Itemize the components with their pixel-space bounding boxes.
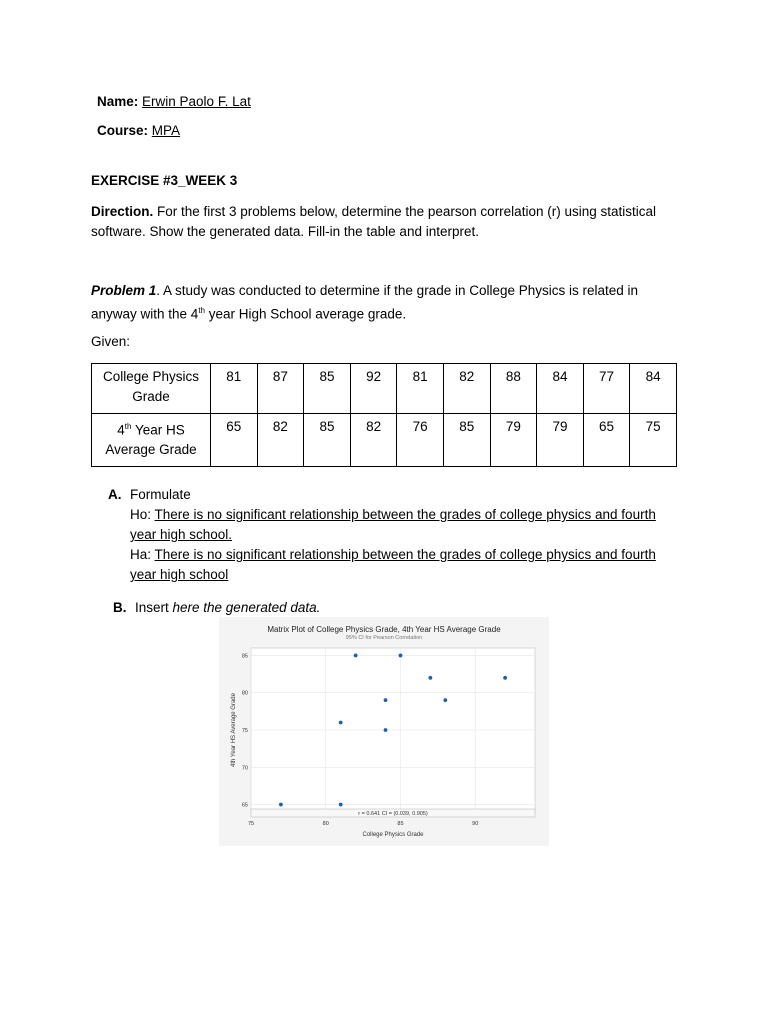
table-row-physics: [92, 364, 677, 414]
chart-title: Matrix Plot of College Physics Grade, 4th Year HS Average Grade: [267, 625, 501, 634]
direction-text-2: software. Show the generated data. Fill-in the table and interpret.: [91, 224, 479, 239]
y-tick-label: 65: [241, 802, 248, 809]
table-row-hs: [92, 413, 677, 466]
data-point: [399, 654, 403, 658]
table-cell: 79: [537, 413, 584, 466]
data-point: [428, 676, 432, 680]
problem-1-sup: th: [198, 306, 205, 315]
exercise-title: EXERCISE #3_WEEK 3: [91, 173, 238, 188]
course-line: [97, 123, 180, 138]
table-cell: 77: [583, 364, 630, 414]
table-cell: 82: [350, 413, 397, 466]
ho-text-2: year high school.: [130, 527, 233, 542]
problem-1-text-2a: anyway with the 4: [91, 306, 199, 322]
given-table: [91, 363, 677, 467]
section-a-marker: A.: [108, 487, 122, 502]
y-tick-label: 70: [241, 765, 248, 772]
y-tick-label: 75: [241, 728, 248, 734]
table-cell: 84: [630, 364, 677, 414]
name-value: Erwin Paolo F. Lat: [142, 94, 251, 109]
x-axis-label: College Physics Grade: [362, 832, 424, 838]
course-value: MPA: [151, 123, 181, 138]
direction-label: Direction.: [91, 204, 154, 219]
y-tick-label: 80: [241, 690, 248, 697]
ha-text-2: year high school: [130, 567, 229, 582]
data-point: [503, 676, 507, 680]
y-axis-label: 4th Year HS Average Grade: [231, 693, 237, 767]
row-header-hs-sup: th: [124, 421, 132, 431]
table-cell: 79: [490, 413, 537, 466]
problem-1-text-1: . A study was conducted to determine if the grade in College Physics is related in: [156, 283, 639, 298]
row-header-hs-pre: 4: [117, 422, 125, 438]
problem-1-label: Problem 1: [91, 283, 157, 298]
name-line: [97, 94, 251, 109]
table-cell: 82: [257, 413, 304, 466]
table-cell: 81: [211, 364, 258, 414]
section-b-text-italic: here the generated data.: [172, 600, 321, 615]
table-cell: 85: [304, 413, 351, 466]
data-point: [339, 721, 343, 725]
section-b-text-pre: Insert: [135, 600, 173, 615]
data-point: [384, 728, 388, 732]
ho-label: Ho:: [130, 507, 152, 522]
problem-1-paragraph: [91, 281, 681, 325]
x-tick-label: 80: [322, 821, 329, 827]
table-cell: 65: [583, 413, 630, 466]
ha-label: Ha:: [130, 547, 152, 562]
scatter-chart-svg: [219, 617, 549, 846]
row-header-hs-post: Year HS: [131, 422, 185, 438]
table-cell: 76: [397, 413, 444, 466]
chart-subtitle: 95% CI for Pearson Correlation: [345, 635, 423, 641]
ha-text-1: There is no significant relationship between the grades of college physics and fourth: [154, 547, 656, 562]
table-cell: 92: [350, 364, 397, 414]
table-cell: 65: [211, 413, 258, 466]
name-label: Name:: [97, 94, 139, 109]
data-point: [443, 698, 447, 702]
section-b-text: [135, 600, 320, 615]
table-cell: 81: [397, 364, 444, 414]
direction-text-1: For the first 3 problems below, determine the pearson correlation (r) using statistical: [153, 204, 656, 219]
course-label: Course:: [97, 123, 149, 138]
row-header-hs-line2: Average Grade: [105, 442, 197, 458]
section-a-content: [130, 485, 680, 585]
ho-text-1: There is no significant relationship between the grades of college physics and fourth: [154, 507, 656, 522]
table-cell: 85: [443, 413, 490, 466]
row-header-hs: [92, 413, 211, 466]
x-tick-label: 90: [472, 821, 479, 827]
table-cell: 75: [630, 413, 677, 466]
direction-paragraph: [91, 202, 681, 242]
table-cell: 87: [257, 364, 304, 414]
x-tick-label: 85: [397, 821, 404, 827]
correlation-annotation: r = 0.641 CI = (0.039, 0.905): [358, 811, 428, 817]
data-point: [279, 803, 283, 807]
row-header-physics-line1: College Physics: [102, 369, 200, 384]
given-label: Given:: [91, 334, 131, 349]
data-point: [354, 654, 358, 658]
table-cell: 84: [537, 364, 584, 414]
problem-1-text-2b: year High School average grade.: [204, 306, 407, 322]
table-cell: 85: [304, 364, 351, 414]
table-cell: 88: [490, 364, 537, 414]
row-header-physics-line2: Grade: [132, 389, 170, 404]
table-cell: 82: [443, 364, 490, 414]
y-tick-label: 85: [241, 653, 248, 660]
row-header-physics: [92, 364, 211, 414]
x-tick-label: 75: [247, 821, 255, 827]
section-a-title: Formulate: [130, 487, 191, 502]
data-point: [384, 698, 388, 702]
data-point: [339, 803, 343, 807]
section-b-marker: B.: [113, 600, 127, 615]
scatter-chart: [219, 617, 549, 846]
